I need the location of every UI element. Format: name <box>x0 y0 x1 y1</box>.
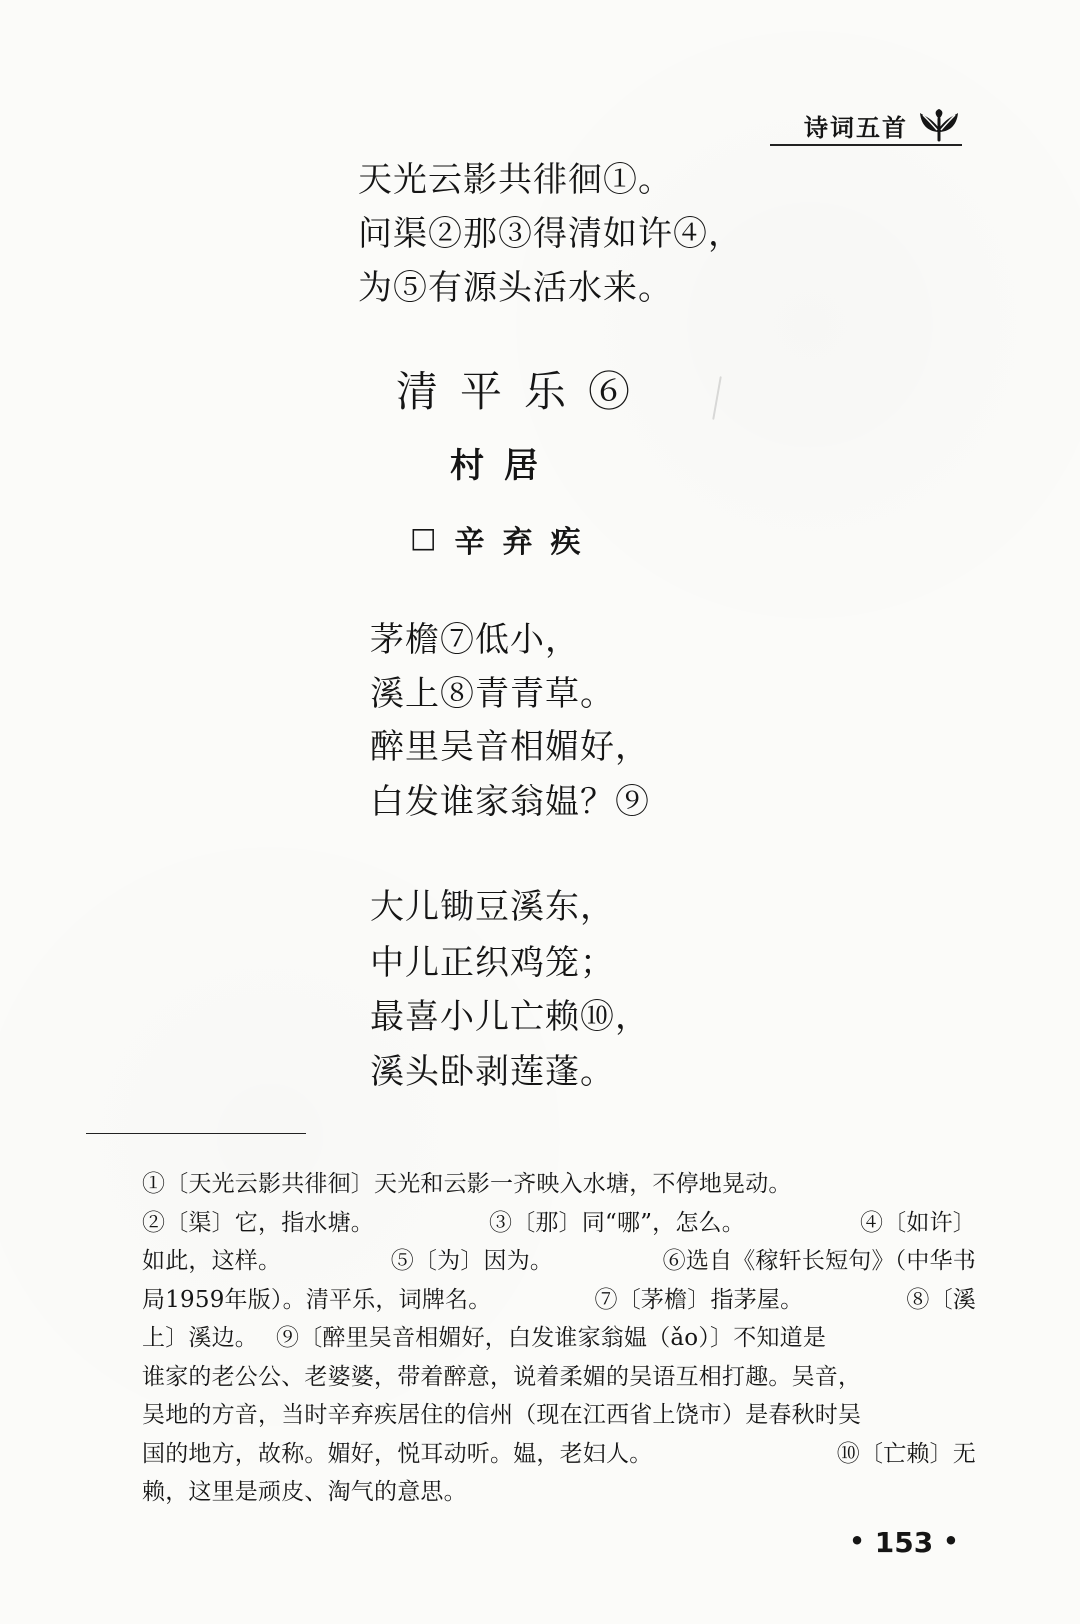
author-marker: □ <box>410 521 437 554</box>
footnote-line <box>142 1242 976 1281</box>
footnote-text: 上〕溪边。 <box>142 1325 258 1351</box>
ci-line: 茅檐⑦低小， <box>370 620 580 660</box>
poem-line: 问渠②那③得清如许④， <box>358 214 743 254</box>
footnote-line <box>142 1281 976 1320</box>
footnote-text: ⑥选自《稼轩长短句》（中华书 <box>662 1248 976 1274</box>
author-name: 辛弃疾 <box>454 525 599 560</box>
ci-line: 最喜小儿亡赖⑩， <box>370 997 650 1037</box>
footnote-text: 国的地方，故称。媚好，悦耳动听。媪，老妇人。 <box>142 1440 653 1467</box>
page-number <box>838 1524 970 1560</box>
footnote-text: ④〔如许〕 <box>859 1209 976 1236</box>
footnote-line <box>142 1473 976 1512</box>
footnote-text: 赖，这里是顽皮、淘气的意思。 <box>142 1479 467 1505</box>
ci-subtitle: 村居 <box>450 446 558 486</box>
footnote-text: 局1959年版）。清平乐，词牌名。 <box>142 1286 492 1313</box>
footnote-text: ①〔天光云影共徘徊〕天光和云影一齐映入水塘，不停地晃动。 <box>142 1171 792 1197</box>
scan-mark <box>712 376 722 420</box>
footnote-text: ③〔那〕同“哪”，怎么。 <box>489 1209 745 1236</box>
footnotes <box>142 1165 976 1512</box>
ci-line: 溪上⑧青青草。 <box>370 674 615 714</box>
footnote-text: ⑧〔溪 <box>906 1286 976 1313</box>
footnote-text: 吴地的方音，当时辛弃疾居住的信州（现在江西省上饶市）是春秋时吴 <box>142 1402 862 1428</box>
footnote-text: 如此，这样。 <box>142 1248 282 1274</box>
section-title: 诗词五首 <box>804 113 908 142</box>
poem-line: 天光云影共徘徊①。 <box>358 160 673 200</box>
leaf-icon <box>918 108 960 142</box>
footnote-text: ⑤〔为〕因为。 <box>390 1248 554 1274</box>
footnote-line <box>142 1319 976 1358</box>
ci-line: 溪头卧剥莲蓬。 <box>370 1052 615 1092</box>
running-header <box>770 106 962 146</box>
footnote-line <box>142 1435 976 1474</box>
page-number-value: 153 <box>874 1525 934 1559</box>
ci-line: 大儿锄豆溪东， <box>370 887 615 927</box>
ci-line: 醉里吴音相媚好， <box>370 727 650 767</box>
page-number-dot-left: • <box>849 1527 865 1555</box>
footnote-line <box>142 1358 976 1397</box>
ci-line: 白发谁家翁媪？⑨ <box>370 782 650 822</box>
author-line <box>410 515 598 563</box>
footnote-text: ⑩〔亡赖〕无 <box>836 1440 976 1467</box>
footnote-line <box>142 1204 976 1243</box>
footnote-text: 谁家的老公公、老婆婆，带着醉意，说着柔媚的吴语互相打趣。吴音， <box>142 1363 862 1390</box>
ci-title: 清平乐⑥ <box>396 367 653 416</box>
footnote-divider <box>86 1133 306 1134</box>
footnote-line <box>142 1396 976 1435</box>
ci-line: 中儿正织鸡笼； <box>370 943 615 983</box>
footnote-text: ⑦〔茅檐〕指茅屋。 <box>594 1286 804 1313</box>
poem-line: 为⑤有源头活水来。 <box>358 268 673 308</box>
footnote-text: ②〔渠〕它，指水塘。 <box>142 1209 374 1236</box>
page-number-dot-right: • <box>943 1527 959 1555</box>
footnote-text: ⑨〔醉里吴音相媚好，白发谁家翁媪（ǎo）〕不知道是 <box>276 1325 827 1351</box>
footnote-line <box>142 1165 976 1204</box>
